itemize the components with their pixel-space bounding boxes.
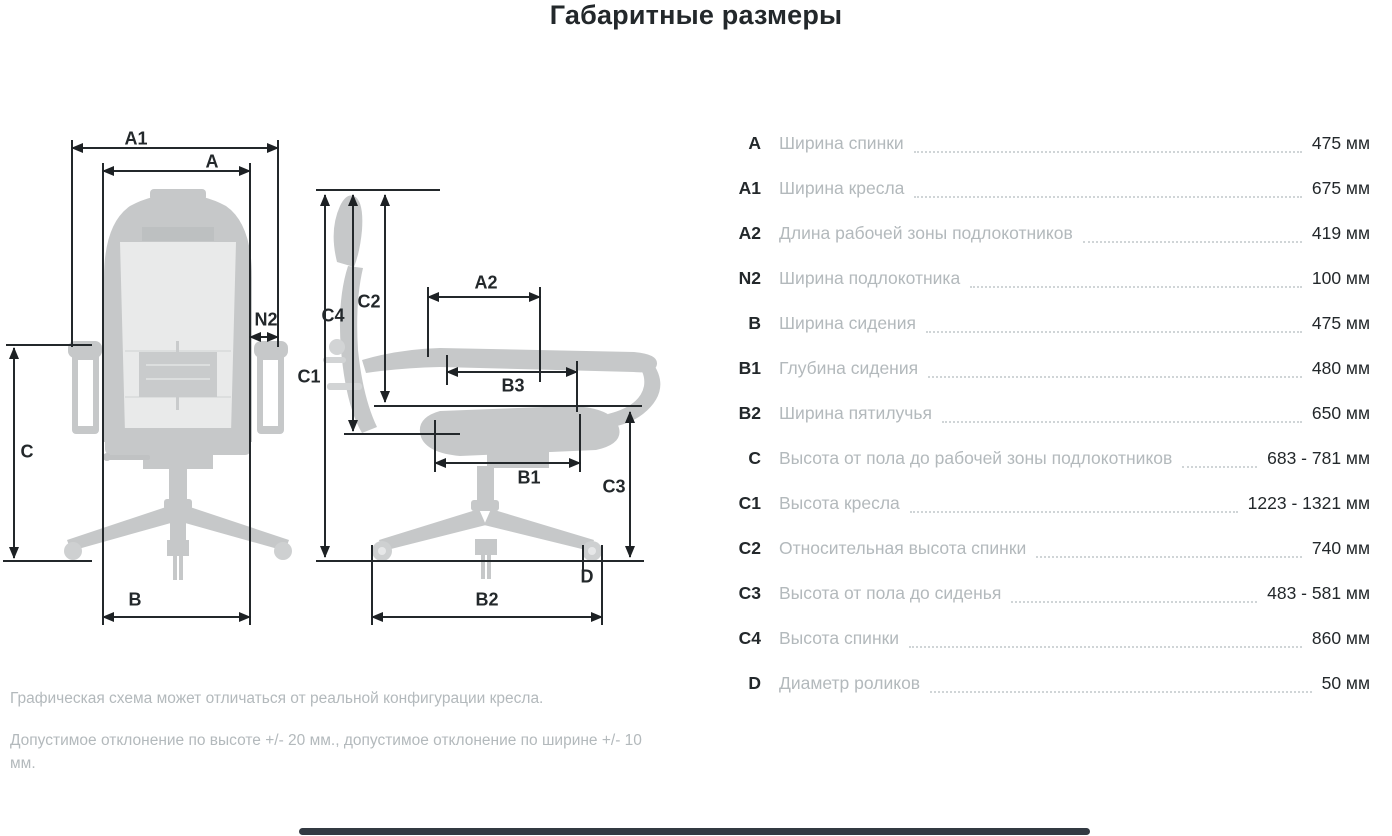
dotted-leader <box>926 314 1302 333</box>
dimension-code: A <box>748 133 761 153</box>
note-schema: Графическая схема может отличаться от реальной конфигурации кресла. <box>10 690 544 707</box>
table-row <box>733 661 1370 706</box>
dim-label-b: B <box>128 589 142 610</box>
dim-label-n2: N2 <box>254 309 278 330</box>
dimension-value: 100 мм <box>1311 268 1370 288</box>
dimension-value: 683 - 781 мм <box>1267 448 1370 468</box>
dimension-value: 860 мм <box>1311 628 1370 648</box>
dimension-lines <box>3 140 644 625</box>
dotted-leader <box>970 269 1302 288</box>
dim-label-c1: C1 <box>297 366 321 387</box>
dim-label-b2: B2 <box>475 589 499 610</box>
dimension-code: C3 <box>738 583 761 603</box>
chair-front-silhouette <box>64 189 292 580</box>
table-row <box>733 256 1370 301</box>
dimension-label: Высота кресла <box>779 493 900 513</box>
dimension-label: Диаметр роликов <box>779 673 921 693</box>
dimension-label: Высота от пола до рабочей зоны подлокотников <box>779 448 1173 468</box>
dotted-leader <box>910 494 1238 513</box>
dim-label-b3: B3 <box>501 375 525 396</box>
note-tolerance: Допустимое отклонение по высоте +/- 20 мм., допустимое отклонение по ширине +/- 10 мм. <box>10 732 642 773</box>
dim-label-c2: C2 <box>357 291 381 312</box>
table-row <box>733 481 1370 526</box>
dotted-leader <box>1182 449 1257 468</box>
dimension-code: D <box>748 673 761 693</box>
dimension-label: Ширина подлокотника <box>779 268 961 288</box>
page-title: Габаритные размеры <box>549 0 843 30</box>
dim-label-c3: C3 <box>602 476 626 497</box>
dotted-leader <box>1083 224 1302 243</box>
dimension-value: 675 мм <box>1311 178 1370 198</box>
dimension-value: 475 мм <box>1311 313 1370 333</box>
dimension-code: B2 <box>738 403 761 423</box>
dotted-leader <box>928 359 1302 378</box>
dim-label-a: A <box>205 151 219 172</box>
dimension-code: B <box>748 313 761 333</box>
dimension-label: Ширина кресла <box>779 178 905 198</box>
dimension-label: Ширина пятилучья <box>779 403 932 423</box>
dotted-leader <box>909 629 1302 648</box>
dim-label-d: D <box>580 566 594 587</box>
dim-label-c4: C4 <box>321 305 345 326</box>
horizontal-scrollbar-thumb[interactable] <box>299 828 1090 835</box>
dimension-code: N2 <box>738 268 761 288</box>
dimension-value: 480 мм <box>1311 358 1370 378</box>
dotted-leader <box>930 674 1312 693</box>
dimension-value: 1223 - 1321 мм <box>1247 493 1370 513</box>
dimension-value: 419 мм <box>1311 223 1370 243</box>
dotted-leader <box>1036 539 1302 558</box>
table-row <box>733 391 1370 436</box>
dimension-label: Глубина сидения <box>779 358 919 378</box>
table-row <box>733 121 1370 166</box>
dotted-leader <box>942 404 1302 423</box>
dim-label-c: C <box>20 441 34 462</box>
table-row <box>733 616 1370 661</box>
table-row <box>733 301 1370 346</box>
dimension-code: B1 <box>738 358 761 378</box>
dimension-value: 475 мм <box>1311 133 1370 153</box>
dimension-label: Относительная высота спинки <box>779 538 1027 558</box>
table-row <box>733 211 1370 256</box>
table-row <box>733 436 1370 481</box>
chair-diagram-canvas <box>0 100 700 720</box>
dim-label-a2: A2 <box>474 272 498 293</box>
table-row <box>733 166 1370 211</box>
dim-label-b1: B1 <box>517 467 541 488</box>
dimension-code: C <box>748 448 761 468</box>
dimension-value: 650 мм <box>1311 403 1370 423</box>
dotted-leader <box>914 134 1302 153</box>
table-row <box>733 526 1370 571</box>
dimension-code: A2 <box>738 223 761 243</box>
chair-side-silhouette <box>323 195 660 579</box>
dotted-leader <box>1011 584 1257 603</box>
table-row <box>733 346 1370 391</box>
dimension-code: A1 <box>738 178 761 198</box>
table-row <box>733 571 1370 616</box>
dotted-leader <box>914 179 1301 198</box>
dimensions-table <box>733 121 1370 706</box>
dimension-value: 483 - 581 мм <box>1267 583 1370 603</box>
dimension-value: 740 мм <box>1311 538 1370 558</box>
dimension-code: C4 <box>738 628 761 648</box>
dimension-label: Высота от пола до сиденья <box>779 583 1002 603</box>
dimension-label: Ширина сидения <box>779 313 916 333</box>
dimension-code: C2 <box>738 538 761 558</box>
dimension-value: 50 мм <box>1321 673 1370 693</box>
dim-label-a1: A1 <box>124 128 148 149</box>
dimension-label: Высота спинки <box>779 628 900 648</box>
dimension-label: Длина рабочей зоны подлокотников <box>779 223 1073 243</box>
dimension-code: C1 <box>738 493 761 513</box>
dimension-label: Ширина спинки <box>779 133 904 153</box>
